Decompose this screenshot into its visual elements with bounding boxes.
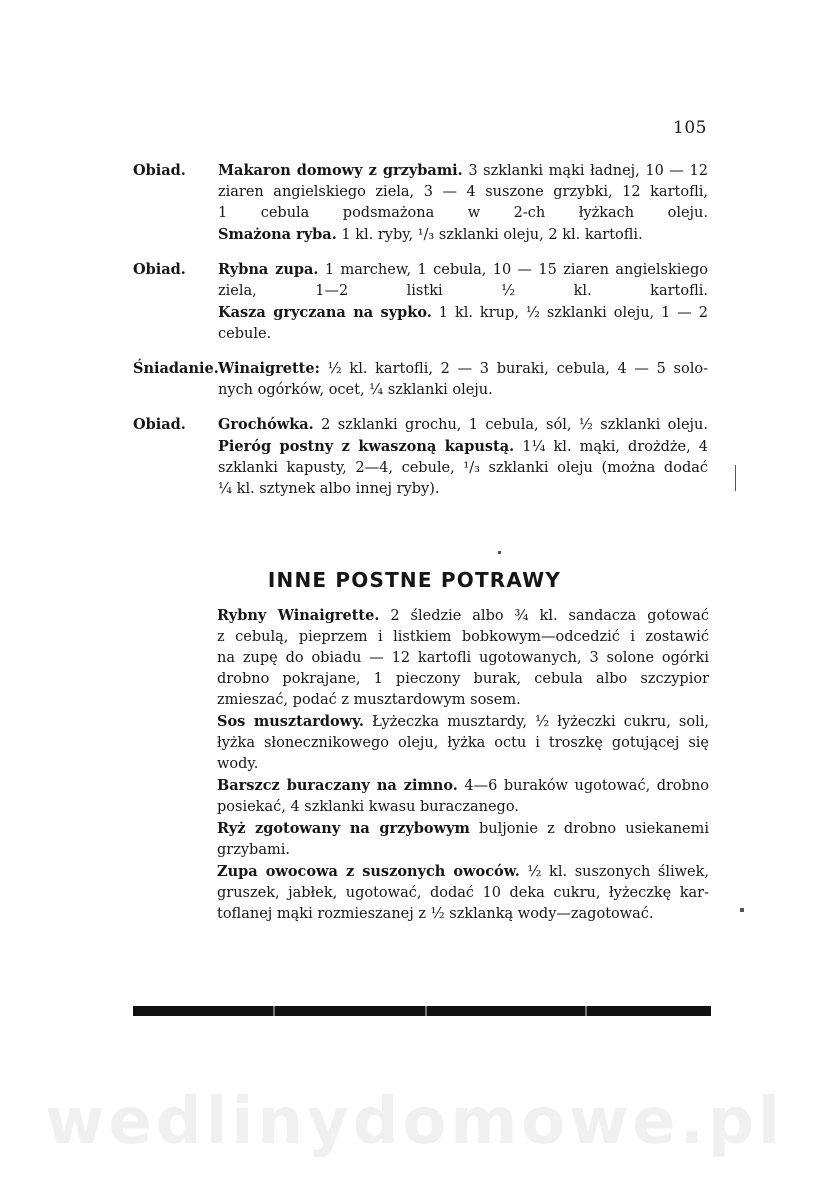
recipe [217,818,709,861]
text-line: Rybny Winaigrette. 2 śledzie albo ¾ kl. sandacza gotować [217,607,710,624]
meal-body [218,160,708,246]
text-line: szklanki kapusty, 2—4, cebule, ¹/₃ szklanki oleju (można dodać [218,460,708,476]
text-line: 1 cebula podsmażona w 2-ch łyżkach oleju. [218,205,708,221]
meal-entry [133,259,708,345]
page-number: 105 [673,118,707,138]
text-line: Smażona ryba. 1 kl. ryby, ¹/₃ szklanki oleju, 2 kl. kartofli. [218,226,643,243]
text-line: Makaron domowy z grzybami. 3 szklanki mąki ładnej, 10 — 12 [218,162,708,179]
text-line: drobno pokrajane, 1 pieczony burak, cebula albo szczypior [217,671,709,687]
text-line: z cebulą, pieprzem i listkiem bobkowym—odcedzić i zostawić [217,629,709,645]
text-line: cebule. [218,326,272,342]
text-line: Sos musztardowy. Łyżeczka musztardy, ½ łyżeczki cukru, soli, [217,713,709,730]
recipe [217,775,709,818]
meal-entry [133,160,708,246]
text-line: Kasza gryczana na sypko. 1 kl. krup, ½ szklanki oleju, 1 — 2 [218,304,708,321]
meal-label: Śniadanie. [133,360,219,377]
text-line: Zupa owocowa z suszonych owoców. ½ kl. suszonych śliwek, [217,863,709,880]
text-line: Winaigrette: ½ kl. kartofli, 2 — 3 buraki, cebula, 4 — 5 solo- [218,360,708,377]
text-line: ziaren angielskiego ziela, 3 — 4 suszone grzybki, 12 kartofli, [218,184,708,200]
recipe [217,605,709,711]
meal-body [218,358,708,401]
recipe [217,861,709,925]
text-line: Barszcz buraczany na zimno. 4—6 buraków ugotować, drobno [217,777,709,794]
meal-body [218,259,708,345]
meal-entry [133,358,708,401]
text-line: ziela, 1—2 listki ½ kl. kartofli. [218,283,708,299]
recipe-list [217,605,709,925]
scan-speck [740,908,744,912]
text-line: ¼ kl. sztynek albo innej ryby). [218,481,440,497]
text-line: Pieróg postny z kwaszoną kapustą. 1¼ kl. mąki, drożdże, 4 [218,438,708,455]
scan-speck [498,551,501,554]
text-line: posiekać, 4 szklanki kwasu buraczanego. [217,799,519,815]
watermark: wedlinydomowe.pl [45,1085,784,1159]
meal-entry [133,414,708,500]
scan-speck [735,465,736,491]
text-line: na zupę do obiadu — 12 kartofli ugotowanych, 3 solone ogórki [217,650,709,666]
meal-label: Obiad. [133,261,186,278]
section-title: INNE POSTNE POTRAWY [267,568,562,592]
text-line: gruszek, jabłek, ugotować, dodać 10 deka cukru, łyżeczkę kar- [217,885,709,901]
text-line: toflanej mąki rozmieszanej z ½ szklanką wody—zagotować. [217,906,654,922]
text-line: łyżka słonecznikowego oleju, łyżka octu i troszkę gotującej się [217,735,709,751]
text-line: Rybna zupa. 1 marchew, 1 cebula, 10 — 15 ziaren angielskiego [218,261,708,278]
text-line: zmieszać, podać z musztardowym sosem. [217,692,521,708]
bottom-rule [133,1006,711,1016]
text-line: nych ogórków, ocet, ¼ szklanki oleju. [218,382,493,398]
meal-plan [133,160,708,513]
meal-label: Obiad. [133,162,186,179]
text-line: Grochówka. 2 szklanki grochu, 1 cebula, sól, ½ szklanki oleju. [218,416,708,433]
meal-label: Obiad. [133,416,186,433]
meal-body [218,414,708,500]
text-line: wody. [217,756,259,772]
recipe [217,711,709,775]
text-line: grzybami. [217,842,290,858]
text-line: Ryż zgotowany na grzybowym buljonie z drobno usiekanemi [217,820,710,837]
